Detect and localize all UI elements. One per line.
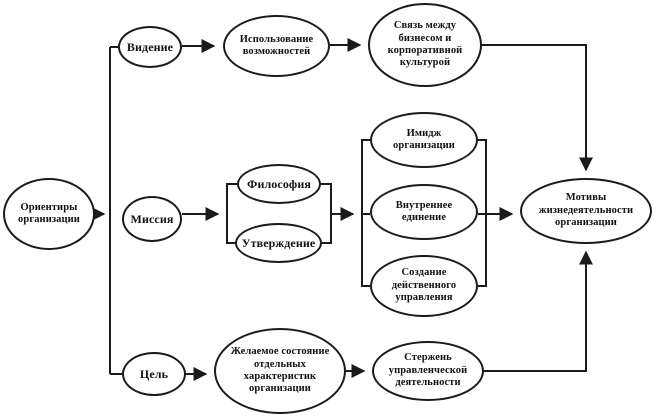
- node-svyaz-biznes-kultura: [368, 3, 482, 87]
- node-utverzhdenie-label: Утверждение: [241, 235, 316, 250]
- node-filosofiya: [237, 164, 321, 204]
- edge-svyaz-motivy: [482, 45, 586, 170]
- node-ispolzovanie-vozmozhnostey: [223, 15, 330, 77]
- node-videnie: [118, 26, 182, 68]
- node-imidzh-label: Имидж организации: [393, 127, 455, 151]
- node-sozdanie-label: Создание действенного управления: [391, 267, 457, 304]
- bracket1-right: [321, 184, 331, 243]
- node-zhelaemoe-sostoyanie: [214, 328, 346, 414]
- node-videnie-label: Видение: [126, 39, 174, 54]
- bracket1-left: [227, 184, 237, 243]
- node-tsel: [122, 352, 186, 396]
- node-vnutrennee-label: Внутреннее единение: [395, 199, 453, 223]
- node-svyaz-label: Связь между бизнесом и корпоративной культурой: [387, 20, 463, 69]
- node-missiya: [122, 196, 182, 242]
- node-sterzhen-deyatelnosti: [372, 341, 484, 401]
- node-imidzh-organizatsii: [370, 112, 478, 168]
- node-orientiry-organizatsii: [3, 178, 95, 250]
- node-filosofiya-label: Философия: [247, 176, 311, 191]
- node-sozdanie-upravleniya: [370, 255, 478, 317]
- node-missiya-label: Миссия: [130, 211, 174, 226]
- node-zhelaemoe-label: Желаемое состояние отдельных характеристик организации: [230, 346, 330, 395]
- node-motivy-zhiznedeyatelnosti: [520, 178, 652, 244]
- node-tsel-label: Цель: [139, 366, 169, 381]
- node-sterzhen-label: Стержень управленческой деятельности: [388, 352, 468, 389]
- node-motivy-label: Мотивы жизнедеятельности организации: [538, 192, 634, 229]
- node-orientiry-label: Ориентиры организации: [18, 201, 80, 225]
- edge-sterzhen-motivy: [484, 252, 586, 371]
- node-ispolzovanie-label: Использование возможностей: [239, 33, 314, 57]
- node-vnutrennee-edinenie: [370, 184, 478, 240]
- node-utverzhdenie: [235, 223, 322, 263]
